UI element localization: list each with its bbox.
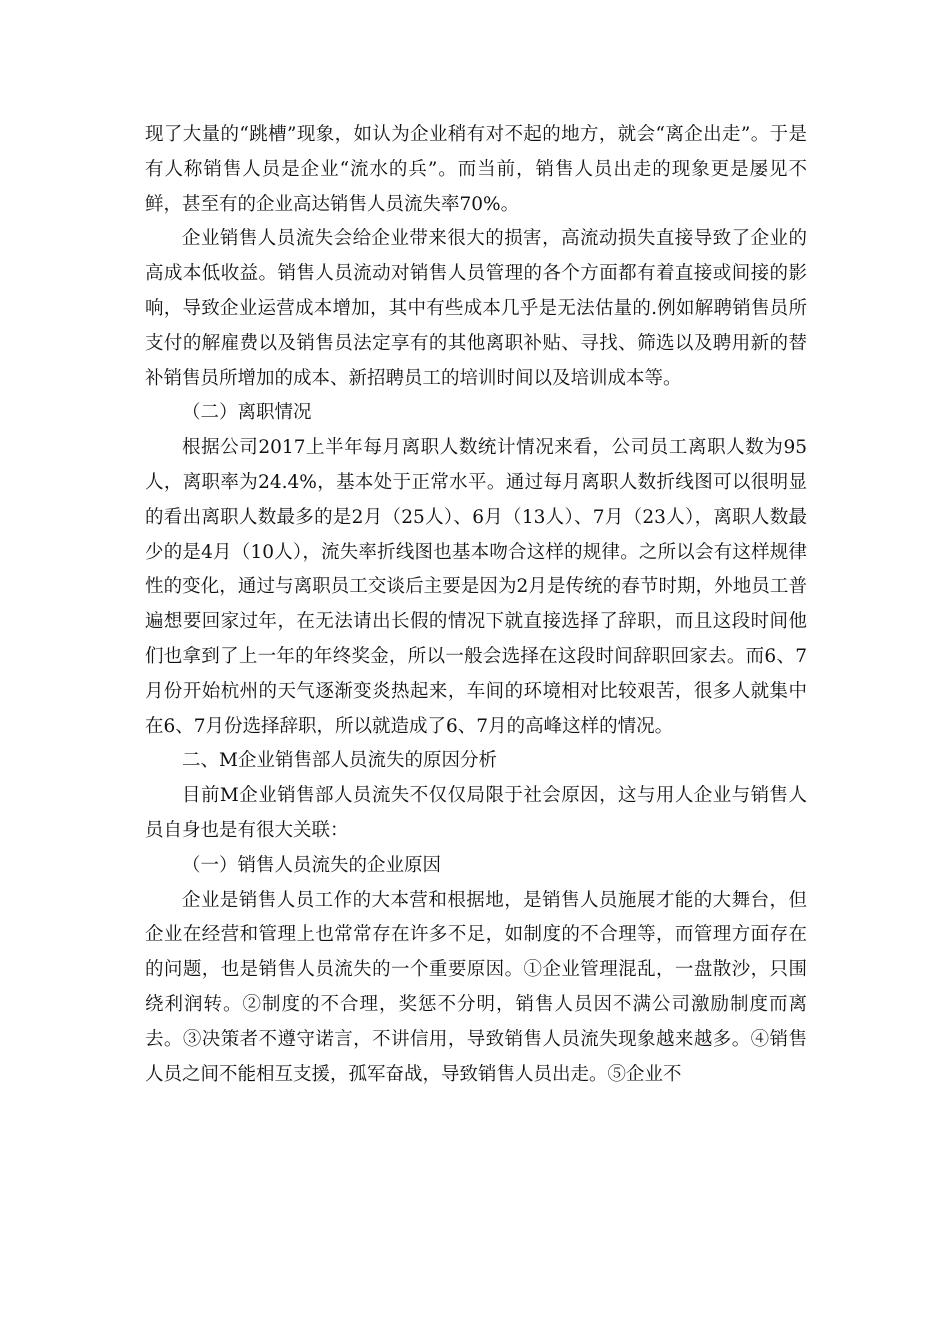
paragraph-loss-impact: 企业销售人员流失会给企业带来很大的损害，高流动损失直接导致了企业的高成本低收益。销售人员流动对销售人员管理的各个方面都有着直接或间接的影响，导致企业运营成本增加，其中有些成本几乎是无法估量的.例如解聘销售员所支付的解雇费以及销售员法定享有的其他离职补贴、寻找、筛选以及聘用新的替补销售员所增加的成本、新招聘员工的培训时间以及培训成本等。	[145, 228, 807, 389]
section-heading-resignation: （二）离职情况	[182, 402, 312, 424]
paragraph-cause-intro: 目前M企业销售部人员流失不仅仅局限于社会原因，这与用人企业与销售人员自身也是有很大关联：	[145, 785, 807, 841]
document-body	[145, 118, 807, 1092]
paragraph-enterprise-causes: 企业是销售人员工作的大本营和根据地，是销售人员施展才能的大舞台，但企业在经营和管理上也常常存在许多不足，如制度的不合理等，而管理方面存在的问题，也是销售人员流失的一个重要原因。①企业管理混乱，一盘散沙，只围绕利润转。②制度的不合理，奖惩不分明，销售人员因不满公司激励制度而离去。③决策者不遵守诺言，不讲信用，导致销售人员流失现象越来越多。④销售人员之间不能相互支援，孤军奋战，导致销售人员出走。⑤企业不	[145, 889, 807, 1085]
section-heading-cause-analysis: 二、M企业销售部人员流失的原因分析	[182, 750, 497, 772]
paragraph-continued: 现了大量的“跳槽”现象，如认为企业稍有对不起的地方，就会“离企出走”。于是有人称销售人员是企业“流水的兵”。而当前，销售人员出走的现象更是屡见不鲜，甚至有的企业高达销售人员流失率70%。	[145, 124, 807, 215]
paragraph-resignation-stats: 根据公司2017上半年每月离职人数统计情况来看，公司员工离职人数为95人，离职率为24.4%，基本处于正常水平。通过每月离职人数折线图可以很明显的看出离职人数最多的是2月（25人）、6月（13人）、7月（23人），离职人数最少的是4月（10人），流失率折线图也基本吻合这样的规律。之所以会有这样规律性的变化，通过与离职员工交谈后主要是因为2月是传统的春节时期，外地员工普遍想要回家过年，在无法请出长假的情况下就直接选择了辞职，而且这段时间他们也拿到了上一年的年终奖金，所以一般会选择在这段时间辞职回家去。而6、7月份开始杭州的天气逐渐变炎热起来，车间的环境相对比较艰苦，很多人就集中在6、7月份选择辞职，所以就造成了6、7月的高峰这样的情况。	[145, 437, 807, 737]
section-heading-enterprise-causes: （一）销售人员流失的企业原因	[182, 854, 442, 876]
